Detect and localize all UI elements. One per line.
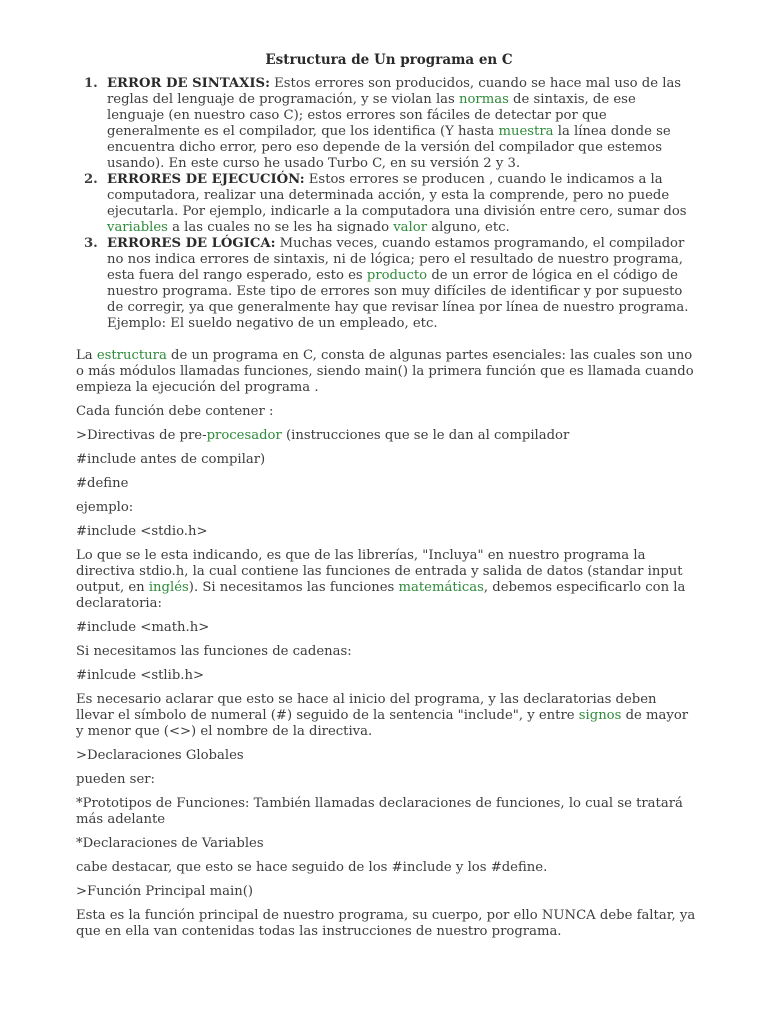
paragraph: cabe destacar, que esto se hace seguido de los #include y los #define.	[76, 860, 548, 875]
list-item	[76, 76, 696, 172]
paragraph: Cada función debe contener :	[76, 404, 274, 419]
link-estructura[interactable]: estructura	[96, 348, 167, 363]
list-item	[76, 236, 696, 332]
paragraph	[76, 692, 696, 740]
list-item-text: la línea donde se encuentra dicho error, pero eso depende de la versión del compilador que estemos usando). En este curso he usado Turbo C, en su versión 2 y 3.	[107, 124, 671, 171]
list-item-heading: ERROR DE SINTAXIS:	[107, 76, 270, 91]
list-item-text: de un error de lógica en el código de nuestro programa. Este tipo de errores son muy difíciles de identificar y por supuesto de corregir, ya que generalmente hay que revisar línea por línea de nuestro programa. Ejemplo: El sueldo negativo de un empleado, etc.	[107, 268, 689, 331]
paragraph: #include <math.h>	[76, 620, 210, 635]
link-normas[interactable]: normas	[458, 92, 509, 107]
paragraph: Si necesitamos las funciones de cadenas:	[76, 644, 352, 659]
list-item-heading: ERRORES DE EJECUCIÓN:	[107, 172, 305, 187]
paragraph: *Prototipos de Funciones: También llamadas declaraciones de funciones, lo cual se tratará más adelante	[76, 796, 683, 827]
list-item-text: Estos errores son producidos, cuando se hace mal uso de las reglas del lenguaje de programación, y se violan las	[107, 76, 682, 107]
paragraph-text: de mayor y menor que (<>) el nombre de la directiva.	[76, 708, 689, 739]
paragraph: >Declaraciones Globales	[76, 748, 244, 763]
paragraph: Esta es la función principal de nuestro programa, su cuerpo, por ello NUNCA debe faltar, ya que en ella van contenidas todas las instrucciones de nuestro programa.	[76, 908, 696, 939]
list-item-text: Estos errores se producen , cuando le indicamos a la computadora, realizar una determinada acción, y esta la comprende, pero no puede ejecutarla. Por ejemplo, indicarle a la computadora una división entre cero, sumar dos	[107, 172, 687, 219]
link-matematicas[interactable]: matemáticas	[398, 580, 484, 595]
paragraph-text: , debemos especificarlo con la declaratoria:	[76, 580, 686, 611]
error-types-list	[76, 76, 696, 332]
list-item-heading: ERRORES DE LÓGICA:	[107, 236, 276, 251]
list-number: 2.	[84, 172, 98, 187]
list-item-text: alguno, etc.	[427, 220, 510, 235]
paragraph: #include antes de compilar)	[76, 452, 266, 467]
list-number: 1.	[84, 76, 98, 91]
paragraph: *Declaraciones de Variables	[76, 836, 264, 851]
paragraph	[76, 348, 696, 396]
list-item-text: a las cuales no se les ha signado	[167, 220, 394, 235]
body-text	[76, 348, 696, 948]
paragraph-text: (instrucciones que se le dan al compilador	[281, 428, 570, 443]
paragraph: #define	[76, 476, 129, 491]
page-title: Estructura de Un programa en C	[265, 52, 513, 68]
paragraph: #include <stdio.h>	[76, 524, 208, 539]
paragraph: #inlcude <stlib.h>	[76, 668, 205, 683]
paragraph-text: >Directivas de pre-	[76, 428, 207, 443]
paragraph-text: de un programa en C, consta de algunas partes esenciales: las cuales son uno o más módulos llamadas funciones, siendo main() la primera función que es llamada cuando empieza la ejecución del programa .	[76, 348, 694, 395]
paragraph-text: La	[76, 348, 97, 363]
link-muestra[interactable]: muestra	[498, 124, 554, 139]
paragraph: pueden ser:	[76, 772, 155, 787]
paragraph-text: Es necesario aclarar que esto se hace al inicio del programa, y las declaratorias deben llevar el símbolo de numeral (#) seguido de la sentencia "include", y entre	[76, 692, 657, 723]
paragraph-text: ). Si necesitamos las funciones	[188, 580, 399, 595]
link-procesador[interactable]: procesador	[206, 428, 282, 443]
link-ingles[interactable]: inglés	[148, 580, 189, 595]
list-item	[76, 172, 696, 236]
paragraph	[76, 428, 696, 444]
link-variables[interactable]: variables	[107, 220, 168, 235]
link-signos[interactable]: signos	[578, 708, 622, 723]
list-number: 3.	[84, 236, 98, 251]
list-item-text: Muchas veces, cuando estamos programando, el compilador no nos indica errores de sintaxis, ni de lógica; pero el resultado de nuestro programa, esta fuera del rango esperado, esto es	[107, 236, 685, 283]
link-valor[interactable]: valor	[393, 220, 428, 235]
list-item-text: de sintaxis, de ese lenguaje (en nuestro caso C); estos errores son fáciles de detectar por que generalmente es el compilador, que los identifica (Y hasta	[107, 92, 636, 139]
paragraph: >Función Principal main()	[76, 884, 253, 899]
paragraph-text: Lo que se le esta indicando, es que de las librerías, "Incluya" en nuestro programa la directiva stdio.h, la cual contiene las funciones de entrada y salida de datos (standar input output, en	[76, 548, 683, 595]
link-producto[interactable]: producto	[366, 268, 428, 283]
paragraph: ejemplo:	[76, 500, 134, 515]
paragraph	[76, 548, 696, 612]
